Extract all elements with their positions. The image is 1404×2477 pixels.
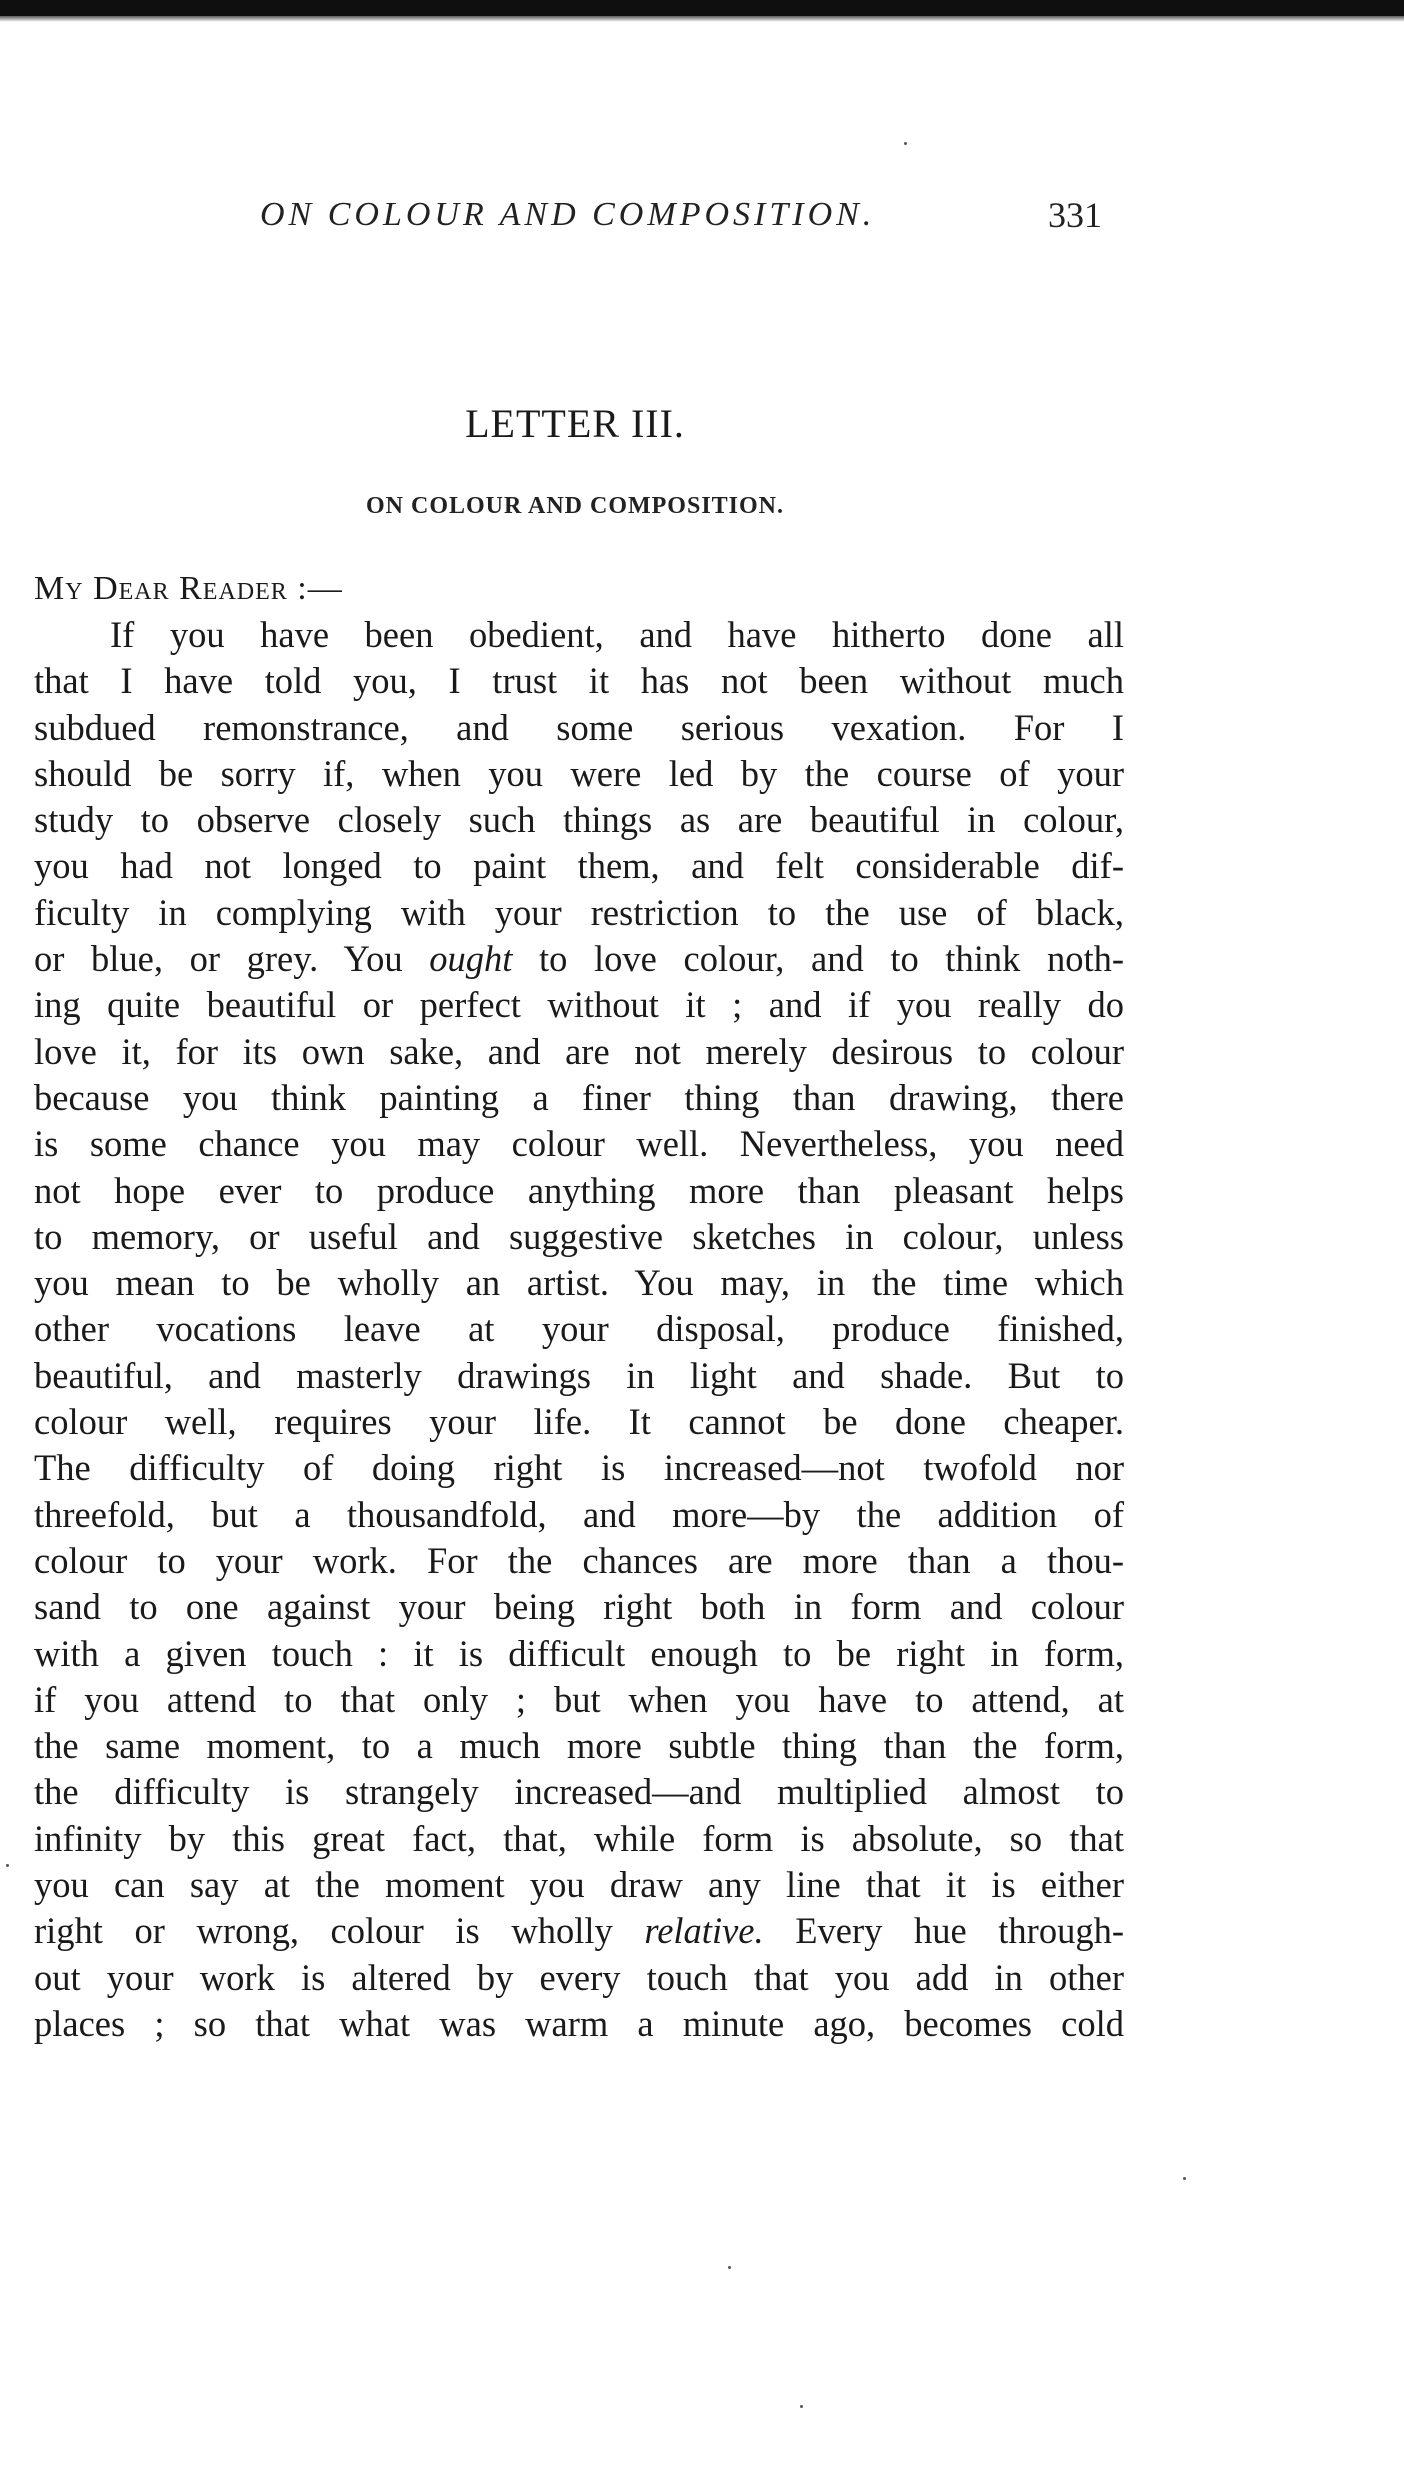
running-head-title: ON COLOUR AND COMPOSITION. xyxy=(260,196,876,233)
body-line-text: to love colour, and to think noth- xyxy=(512,938,1124,980)
body-line-text: right or wrong, colour is wholly xyxy=(34,1910,645,1952)
scan-speck xyxy=(6,1864,9,1867)
emphasized-word: relative. xyxy=(644,1910,764,1952)
body-line xyxy=(34,936,1124,982)
body-line: you had not longed to paint them, and felt considerable dif- xyxy=(34,845,1124,887)
body-line: sand to one against your being right both in form and colour xyxy=(34,1586,1124,1628)
body-line: you mean to be wholly an artist. You may, in the time which xyxy=(34,1262,1124,1304)
body-line: colour well, requires your life. It cannot be done cheaper. xyxy=(34,1401,1124,1443)
body-line-text: or blue, or grey. You xyxy=(34,938,430,980)
body-line: places ; so that what was warm a minute ago, becomes cold xyxy=(34,2002,1124,2044)
body-line: ing quite beautiful or perfect without it ; and if you really do xyxy=(34,984,1124,1026)
letter-title: LETTER III. xyxy=(465,401,685,446)
body-line: to memory, or useful and suggestive sketches in colour, unless xyxy=(34,1215,1124,1257)
body-line: colour to your work. For the chances are more than a thou- xyxy=(34,1539,1124,1581)
scan-speck xyxy=(1183,2177,1186,2180)
salutation: My Dear Reader :— xyxy=(34,570,343,607)
scan-speck xyxy=(800,2405,803,2408)
body-line: ficulty in complying with your restriction to the use of black, xyxy=(34,891,1124,933)
body-text xyxy=(34,612,1124,2047)
body-line: that I have told you, I trust it has not been without much xyxy=(34,660,1124,702)
body-line-text: Every hue through- xyxy=(763,1910,1124,1952)
body-line xyxy=(34,1908,1124,1954)
body-line: The difficulty of doing right is increased—not twofold nor xyxy=(34,1447,1124,1489)
body-line: if you attend to that only ; but when you have to attend, at xyxy=(34,1678,1124,1720)
body-line: threefold, but a thousandfold, and more—by the addition of xyxy=(34,1493,1124,1535)
page-number: 331 xyxy=(1048,195,1102,235)
body-line: should be sorry if, when you were led by the course of your xyxy=(34,752,1124,794)
body-line: infinity by this great fact, that, while form is absolute, so that xyxy=(34,1817,1124,1859)
body-line: the difficulty is strangely increased—and multiplied almost to xyxy=(34,1771,1124,1813)
body-line: If you have been obedient, and have hitherto done all xyxy=(110,614,1124,655)
scan-speck xyxy=(904,142,907,145)
letter-subtitle: ON COLOUR AND COMPOSITION. xyxy=(365,493,785,519)
body-line: is some chance you may colour well. Nevertheless, you need xyxy=(34,1123,1124,1165)
body-line: subdued remonstrance, and some serious vexation. For I xyxy=(34,706,1124,748)
body-line: because you think painting a finer thing than drawing, there xyxy=(34,1076,1124,1118)
body-line: you can say at the moment you draw any line that it is either xyxy=(34,1864,1124,1906)
running-head xyxy=(0,196,1404,246)
scan-speck xyxy=(728,2266,731,2269)
body-line: out your work is altered by every touch that you add in other xyxy=(34,1956,1124,1998)
body-line: the same moment, to a much more subtle thing than the form, xyxy=(34,1725,1124,1767)
top-scan-shadow xyxy=(0,16,1404,22)
body-line: study to observe closely such things as are beautiful in colour, xyxy=(34,799,1124,841)
body-line: not hope ever to produce anything more than pleasant helps xyxy=(34,1169,1124,1211)
emphasized-word: ought xyxy=(429,938,513,980)
body-line: other vocations leave at your disposal, produce finished, xyxy=(34,1308,1124,1350)
body-line: love it, for its own sake, and are not merely desirous to colour xyxy=(34,1030,1124,1072)
body-line: beautiful, and masterly drawings in light and shade. But to xyxy=(34,1354,1124,1396)
body-line: with a given touch : it is difficult enough to be right in form, xyxy=(34,1632,1124,1674)
top-scan-border xyxy=(0,0,1404,16)
